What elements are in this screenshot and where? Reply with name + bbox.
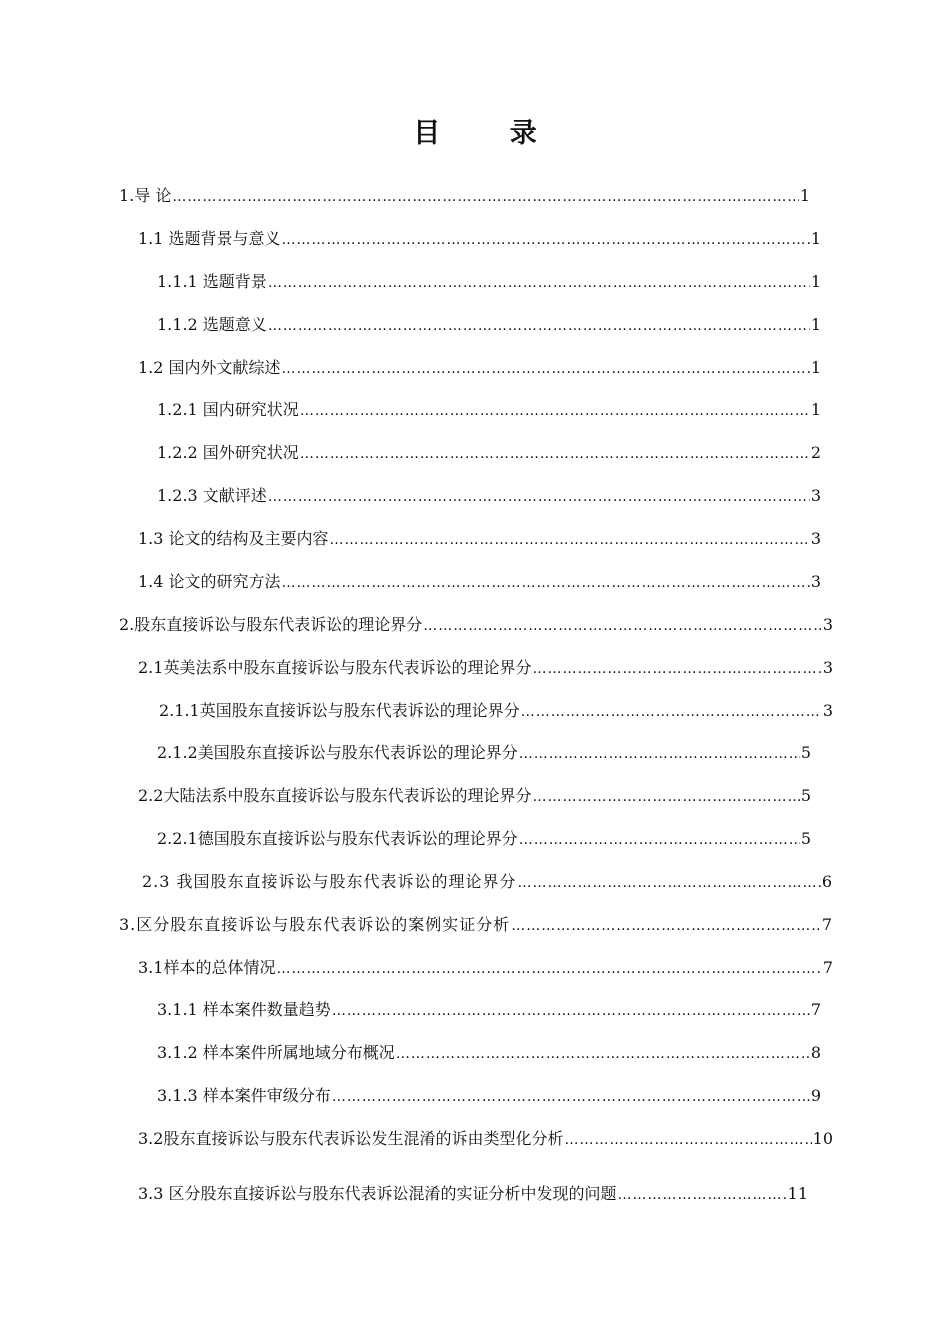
toc-leader-dots (282, 229, 810, 251)
toc-leader-dots (282, 572, 810, 594)
toc-leader-dots (518, 872, 821, 894)
toc-entry-label: 1.2 国内外文献综述 (138, 358, 281, 377)
toc-entry-label: 1.2.2 国外研究状况 (157, 443, 299, 462)
toc-entry-page: 6 (821, 872, 833, 891)
toc-entry[interactable] (138, 357, 821, 380)
toc-entry[interactable] (157, 828, 811, 851)
toc-entry-page: 9 (810, 1086, 821, 1105)
toc-leader-dots (519, 743, 800, 765)
toc-entry-label: 2.2.1德国股东直接诉讼与股东代表诉讼的理论界分 (157, 829, 518, 848)
toc-leader-dots (519, 829, 800, 851)
toc-leader-dots (396, 1043, 810, 1065)
toc-entry-label: 3.3 区分股东直接诉讼与股东代表诉讼混淆的实证分析中发现的问题 (138, 1184, 617, 1203)
toc-entry[interactable] (119, 614, 833, 637)
toc-entry[interactable] (138, 528, 821, 551)
toc-entry-page: 7 (810, 1000, 821, 1019)
toc-entry-page: 2 (810, 443, 821, 462)
toc-entry-label: 3.1样本的总体情况 (138, 958, 276, 977)
toc-entry-label: 2.股东直接诉讼与股东代表诉讼的理论界分 (119, 615, 423, 634)
toc-entry-label: 1.2.3 文献评述 (157, 486, 267, 505)
toc-leader-dots (532, 786, 799, 808)
toc-entry-page: 3 (822, 615, 833, 634)
toc-entry-page: 7 (821, 915, 833, 934)
toc-entry-page: 8 (810, 1043, 821, 1062)
toc-leader-dots (268, 315, 810, 337)
toc-leader-dots (268, 272, 810, 294)
toc-entry[interactable] (157, 271, 821, 294)
toc-entry-page: 3 (822, 701, 833, 720)
toc-entry-page: 1 (810, 272, 821, 291)
toc-entry-label: 2.2大陆法系中股东直接诉讼与股东代表诉讼的理论界分 (138, 786, 532, 805)
toc-entry[interactable] (119, 185, 810, 208)
toc-entry-page: 11 (787, 1184, 808, 1203)
toc-entry-page: 3 (822, 658, 833, 677)
toc-leader-dots (618, 1184, 787, 1206)
toc-entry-page: 7 (822, 958, 833, 977)
toc-entry-page: 10 (812, 1129, 833, 1148)
toc-entry-label: 3.1.2 样本案件所属地域分布概况 (157, 1043, 395, 1062)
toc-entry-label: 1.1.2 选题意义 (157, 315, 267, 334)
toc-leader-dots (532, 658, 821, 680)
toc-entry-page: 3 (810, 572, 821, 591)
toc-entry-label: 2.1英美法系中股东直接诉讼与股东代表诉讼的理论界分 (138, 658, 532, 677)
toc-leader-dots (511, 915, 821, 937)
toc-entry-page: 3 (810, 486, 821, 505)
toc-entry[interactable] (157, 399, 821, 422)
toc-entry-page: 5 (800, 743, 811, 762)
toc-entry-label: 2.3 我国股东直接诉讼与股东代表诉讼的理论界分 (142, 872, 517, 891)
toc-entry-label: 2.1.1英国股东直接诉讼与股东代表诉讼的理论界分 (159, 701, 520, 720)
toc-leader-dots (332, 1000, 810, 1022)
page-title: 目 录 (413, 118, 567, 149)
toc-entry[interactable] (138, 1128, 833, 1151)
toc-entry-page: 1 (810, 358, 821, 377)
toc-leader-dots (330, 529, 810, 551)
toc-entry-label: 3.2股东直接诉讼与股东代表诉讼发生混淆的诉由类型化分析 (138, 1129, 564, 1148)
toc-entry[interactable] (157, 485, 821, 508)
toc-entry[interactable] (138, 228, 821, 251)
toc-entry[interactable] (138, 657, 833, 680)
toc-entry[interactable] (119, 914, 833, 937)
toc-entry-page: 1 (810, 315, 821, 334)
toc-entry-page: 5 (800, 786, 811, 805)
toc-leader-dots (300, 400, 810, 422)
toc-leader-dots (276, 958, 821, 980)
toc-entry[interactable] (157, 442, 821, 465)
toc-entry[interactable] (157, 1085, 821, 1108)
toc-entry-label: 3.区分股东直接诉讼与股东代表诉讼的案例实证分析 (119, 915, 511, 934)
toc-entry-page: 3 (810, 529, 821, 548)
toc-entry[interactable] (138, 1183, 808, 1206)
toc-entry[interactable] (142, 871, 833, 894)
toc-entry[interactable] (157, 1042, 821, 1065)
toc-entry[interactable] (138, 957, 833, 980)
toc-entry[interactable] (157, 999, 821, 1022)
toc-entry[interactable] (159, 700, 833, 723)
toc-entry-label: 1.导 论 (119, 186, 172, 205)
toc-entry-label: 3.1.1 样本案件数量趋势 (157, 1000, 331, 1019)
toc-leader-dots (268, 486, 810, 508)
toc-entry-label: 1.4 论文的研究方法 (138, 572, 281, 591)
toc-entry[interactable] (157, 742, 811, 765)
toc-entry[interactable] (138, 571, 821, 594)
toc-entry[interactable] (138, 785, 811, 808)
toc-entry-label: 1.2.1 国内研究状况 (157, 400, 299, 419)
toc-leader-dots (423, 615, 822, 637)
toc-entry-label: 1.1.1 选题背景 (157, 272, 267, 291)
toc-entry-page: 1 (810, 229, 821, 248)
toc-entry[interactable] (157, 314, 821, 337)
toc-entry-label: 1.3 论文的结构及主要内容 (138, 529, 329, 548)
toc-entry-label: 3.1.3 样本案件审级分布 (157, 1086, 331, 1105)
toc-leader-dots (332, 1086, 810, 1108)
toc-entry-label: 1.1 选题背景与意义 (138, 229, 281, 248)
toc-leader-dots (282, 358, 810, 380)
toc-entry-label: 2.1.2美国股东直接诉讼与股东代表诉讼的理论界分 (157, 743, 518, 762)
toc-entry-page: 5 (800, 829, 811, 848)
toc-leader-dots (564, 1129, 811, 1151)
toc-leader-dots (521, 701, 822, 723)
toc-leader-dots (300, 443, 810, 465)
toc-entry-page: 1 (799, 186, 810, 205)
toc-leader-dots (172, 186, 798, 208)
toc-entry-page: 1 (810, 400, 821, 419)
